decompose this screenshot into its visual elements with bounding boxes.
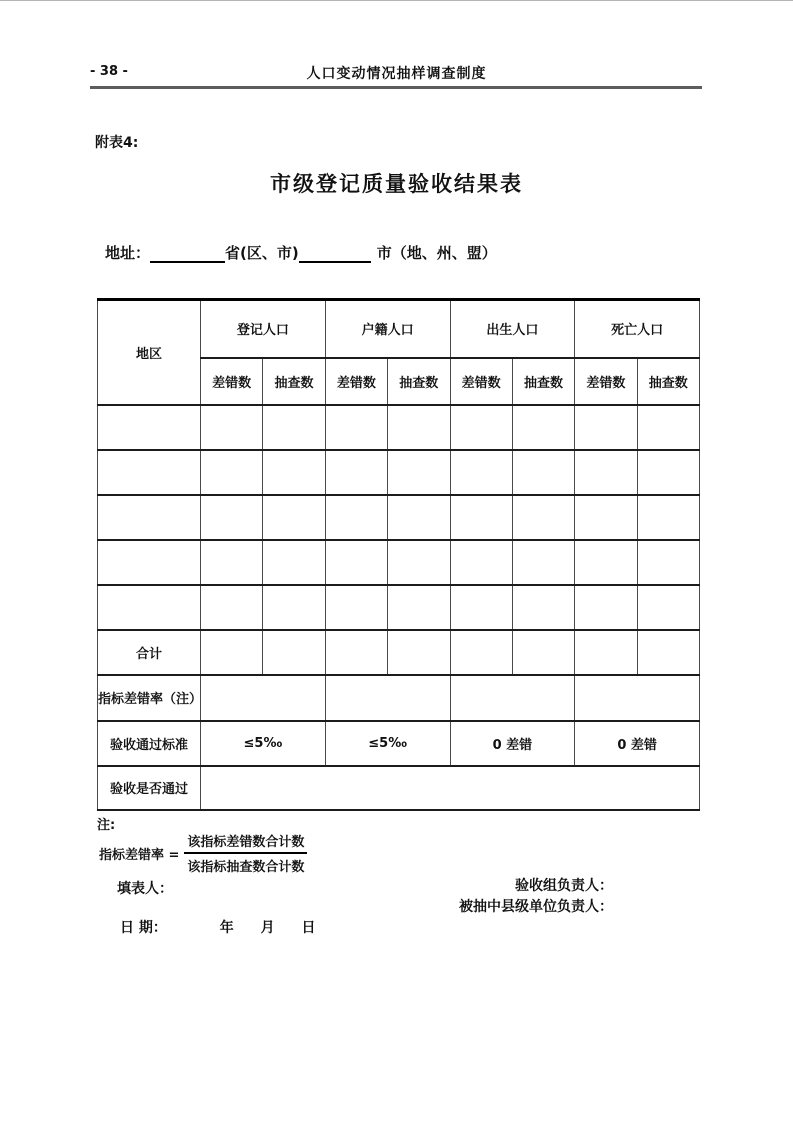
data-cell <box>388 630 450 675</box>
region-cell <box>98 450 201 495</box>
sub-header-errors: 差错数 <box>325 358 387 405</box>
header-rule <box>90 86 702 89</box>
result-value-cell <box>201 766 700 810</box>
region-cell <box>98 585 201 630</box>
region-cell <box>98 405 201 450</box>
formula-lhs: 指标差错率 = <box>99 847 180 863</box>
sub-header-errors: 差错数 <box>201 358 263 405</box>
data-cell <box>325 585 387 630</box>
data-cell <box>388 585 450 630</box>
address-segment-province: 省(区、市) <box>225 244 299 262</box>
data-cell <box>575 540 637 585</box>
sub-header-errors: 差错数 <box>575 358 637 405</box>
group-header-births: 出生人口 <box>450 300 575 358</box>
error-rate-formula <box>99 831 307 875</box>
result-row-label: 验收是否通过 <box>98 766 201 810</box>
data-cell <box>575 585 637 630</box>
table-header-row-groups <box>98 300 700 358</box>
pass-result-row <box>98 766 700 810</box>
data-cell <box>263 630 325 675</box>
rate-cell-household <box>325 675 450 721</box>
form-title: 市级登记质量验收结果表 <box>270 172 523 196</box>
formula-numerator: 该指标差错数合计数 <box>184 831 307 854</box>
region-cell <box>98 540 201 585</box>
data-cell <box>263 405 325 450</box>
data-cell <box>201 585 263 630</box>
page-number: - 38 - <box>90 64 128 79</box>
data-cell <box>450 450 512 495</box>
address-line <box>105 242 497 263</box>
date-day-label: 日 <box>301 920 316 936</box>
data-cell <box>325 450 387 495</box>
address-label: 地址： <box>105 244 151 262</box>
data-cell <box>575 495 637 540</box>
sub-header-sampled: 抽查数 <box>512 358 574 405</box>
standard-value-registered: ≤5‰ <box>201 721 326 766</box>
data-cell <box>263 450 325 495</box>
data-cell <box>575 405 637 450</box>
data-cell <box>201 540 263 585</box>
formula-fraction <box>184 831 307 875</box>
date-year-label: 年 <box>219 920 234 936</box>
data-cell <box>450 540 512 585</box>
total-row-label: 合计 <box>98 630 201 675</box>
date-month-label: 月 <box>260 920 275 936</box>
data-cell <box>388 495 450 540</box>
indicator-error-rate-row <box>98 675 700 721</box>
data-cell <box>201 630 263 675</box>
sub-header-sampled: 抽查数 <box>388 358 450 405</box>
data-cell <box>201 405 263 450</box>
data-cell <box>201 495 263 540</box>
formula-denominator: 该指标抽查数合计数 <box>187 860 305 875</box>
data-cell <box>450 630 512 675</box>
data-cell <box>388 405 450 450</box>
acceptance-result-table <box>97 298 700 811</box>
data-cell <box>637 630 699 675</box>
data-cell <box>637 495 699 540</box>
address-blank-city <box>299 248 371 263</box>
standard-value-household: ≤5‰ <box>325 721 450 766</box>
sub-header-errors: 差错数 <box>450 358 512 405</box>
table-row <box>98 405 700 450</box>
data-cell <box>637 585 699 630</box>
data-cell <box>512 540 574 585</box>
table-row <box>98 450 700 495</box>
data-cell <box>450 405 512 450</box>
table-row <box>98 585 700 630</box>
region-column-header: 地区 <box>98 300 201 405</box>
signature-block <box>459 876 613 918</box>
data-cell <box>325 405 387 450</box>
data-cell <box>575 630 637 675</box>
form-filler-label: 填表人： <box>117 881 173 897</box>
data-cell <box>512 585 574 630</box>
data-cell <box>201 450 263 495</box>
data-cell <box>512 450 574 495</box>
region-cell <box>98 495 201 540</box>
data-cell <box>450 585 512 630</box>
data-cell <box>637 405 699 450</box>
standard-value-births: 0 差错 <box>450 721 575 766</box>
rate-cell-deaths <box>575 675 700 721</box>
rate-cell-registered <box>201 675 326 721</box>
running-header-title: 人口变动情况抽样调查制度 <box>306 66 487 82</box>
date-label: 日 期： <box>120 920 167 936</box>
pass-standard-row <box>98 721 700 766</box>
appendix-label: 附表4: <box>95 135 139 151</box>
data-cell <box>388 540 450 585</box>
table-row <box>98 495 700 540</box>
data-cell <box>512 495 574 540</box>
note-label: 注: <box>97 818 116 833</box>
sub-header-sampled: 抽查数 <box>263 358 325 405</box>
group-header-registered: 登记人口 <box>201 300 326 358</box>
address-blank-province <box>150 248 225 263</box>
data-cell <box>263 585 325 630</box>
county-unit-leader-label: 被抽中县级单位负责人： <box>459 899 613 915</box>
date-line <box>120 917 316 937</box>
data-cell <box>325 630 387 675</box>
data-cell <box>575 450 637 495</box>
address-segment-city: 市（地、州、盟） <box>376 244 497 262</box>
rate-cell-births <box>450 675 575 721</box>
acceptance-group-leader-label: 验收组负责人： <box>515 878 613 894</box>
table-row <box>98 540 700 585</box>
data-cell <box>325 495 387 540</box>
data-cell <box>637 540 699 585</box>
data-cell <box>325 540 387 585</box>
data-cell <box>388 450 450 495</box>
data-cell <box>637 450 699 495</box>
rate-row-label: 指标差错率（注） <box>98 675 201 721</box>
data-cell <box>263 540 325 585</box>
data-cell <box>512 630 574 675</box>
standard-value-deaths: 0 差错 <box>575 721 700 766</box>
group-header-deaths: 死亡人口 <box>575 300 700 358</box>
standard-row-label: 验收通过标准 <box>98 721 201 766</box>
total-row <box>98 630 700 675</box>
data-cell <box>512 405 574 450</box>
data-cell <box>450 495 512 540</box>
group-header-household: 户籍人口 <box>325 300 450 358</box>
data-cell <box>263 495 325 540</box>
empty-data-rows <box>98 405 700 630</box>
sub-header-sampled: 抽查数 <box>637 358 699 405</box>
